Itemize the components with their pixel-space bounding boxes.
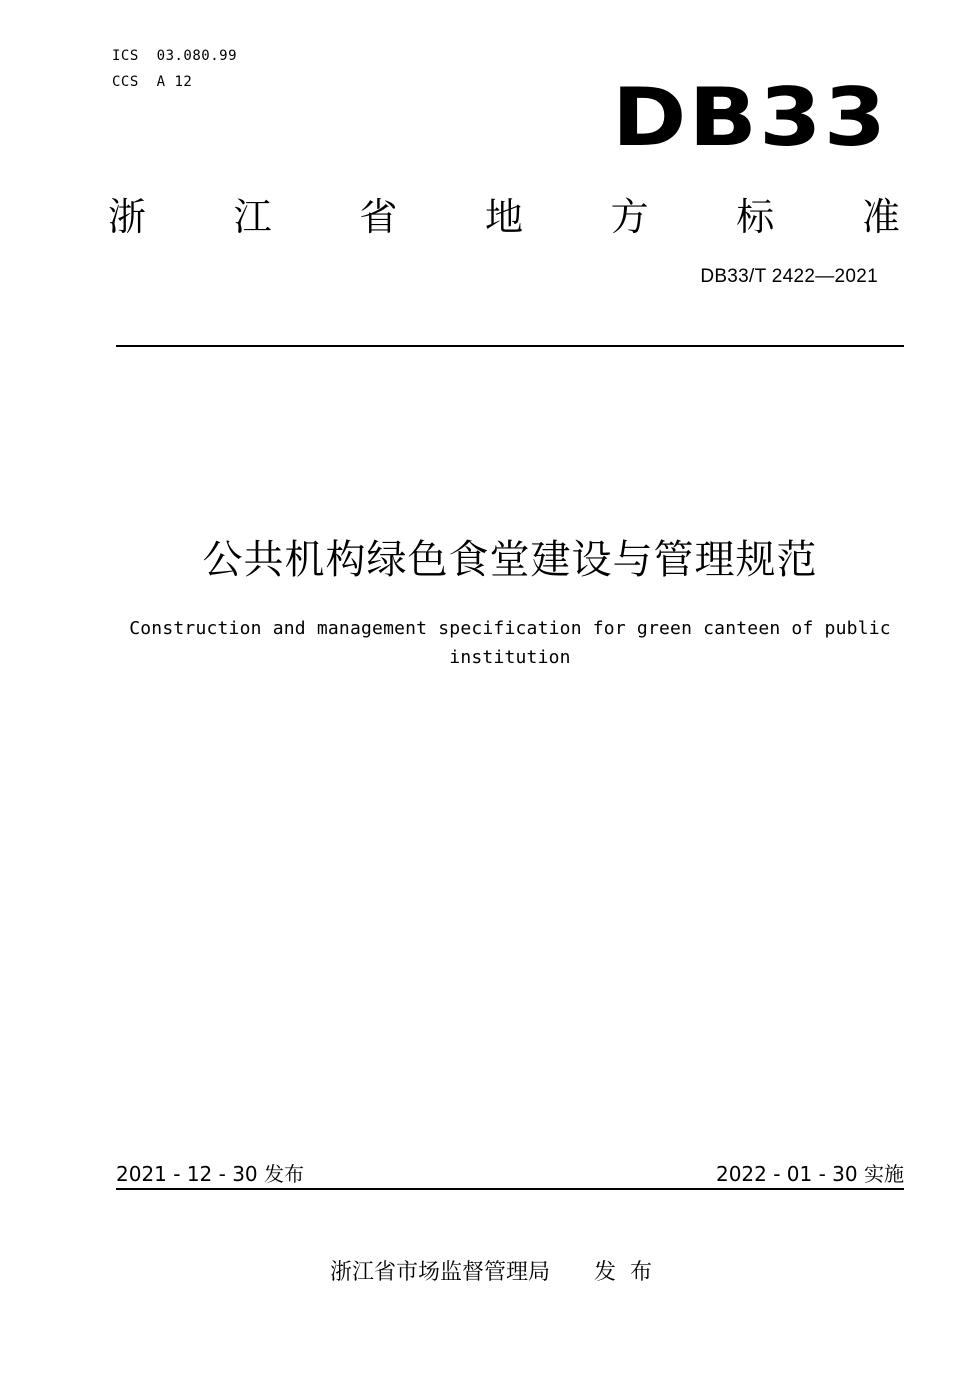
standard-type-char: 标 [736, 194, 775, 239]
implementation-date: 2022 - 01 - 30 实施 [715, 1162, 904, 1186]
ccs-code: CCS A 12 [112, 74, 193, 90]
publisher-line [330, 1255, 666, 1286]
db33-logo: DB33 [612, 71, 889, 164]
title-english: Construction and management specification for green canteen of public institution [129, 618, 891, 668]
standard-type-char: 省 [359, 194, 398, 239]
standard-type-char: 地 [484, 194, 523, 239]
top-divider [116, 345, 904, 347]
publisher-name: 浙江省市场监督管理局 [330, 1260, 551, 1285]
standard-type-char: 江 [233, 194, 272, 239]
standard-type-char: 准 [861, 194, 900, 239]
standard-number: DB33/T 2422—2021 [700, 266, 878, 287]
title-chinese: 公共机构绿色食堂建设与管理规范 [202, 537, 818, 583]
standard-type-heading [108, 185, 900, 241]
standard-type-char: 方 [610, 194, 649, 239]
issue-date: 2021 - 12 - 30 发布 [116, 1162, 305, 1186]
standard-type-char: 浙 [108, 194, 147, 239]
ics-code: ICS 03.080.99 [112, 48, 238, 64]
publisher-action: 发布 [594, 1260, 667, 1285]
bottom-divider [116, 1188, 904, 1190]
